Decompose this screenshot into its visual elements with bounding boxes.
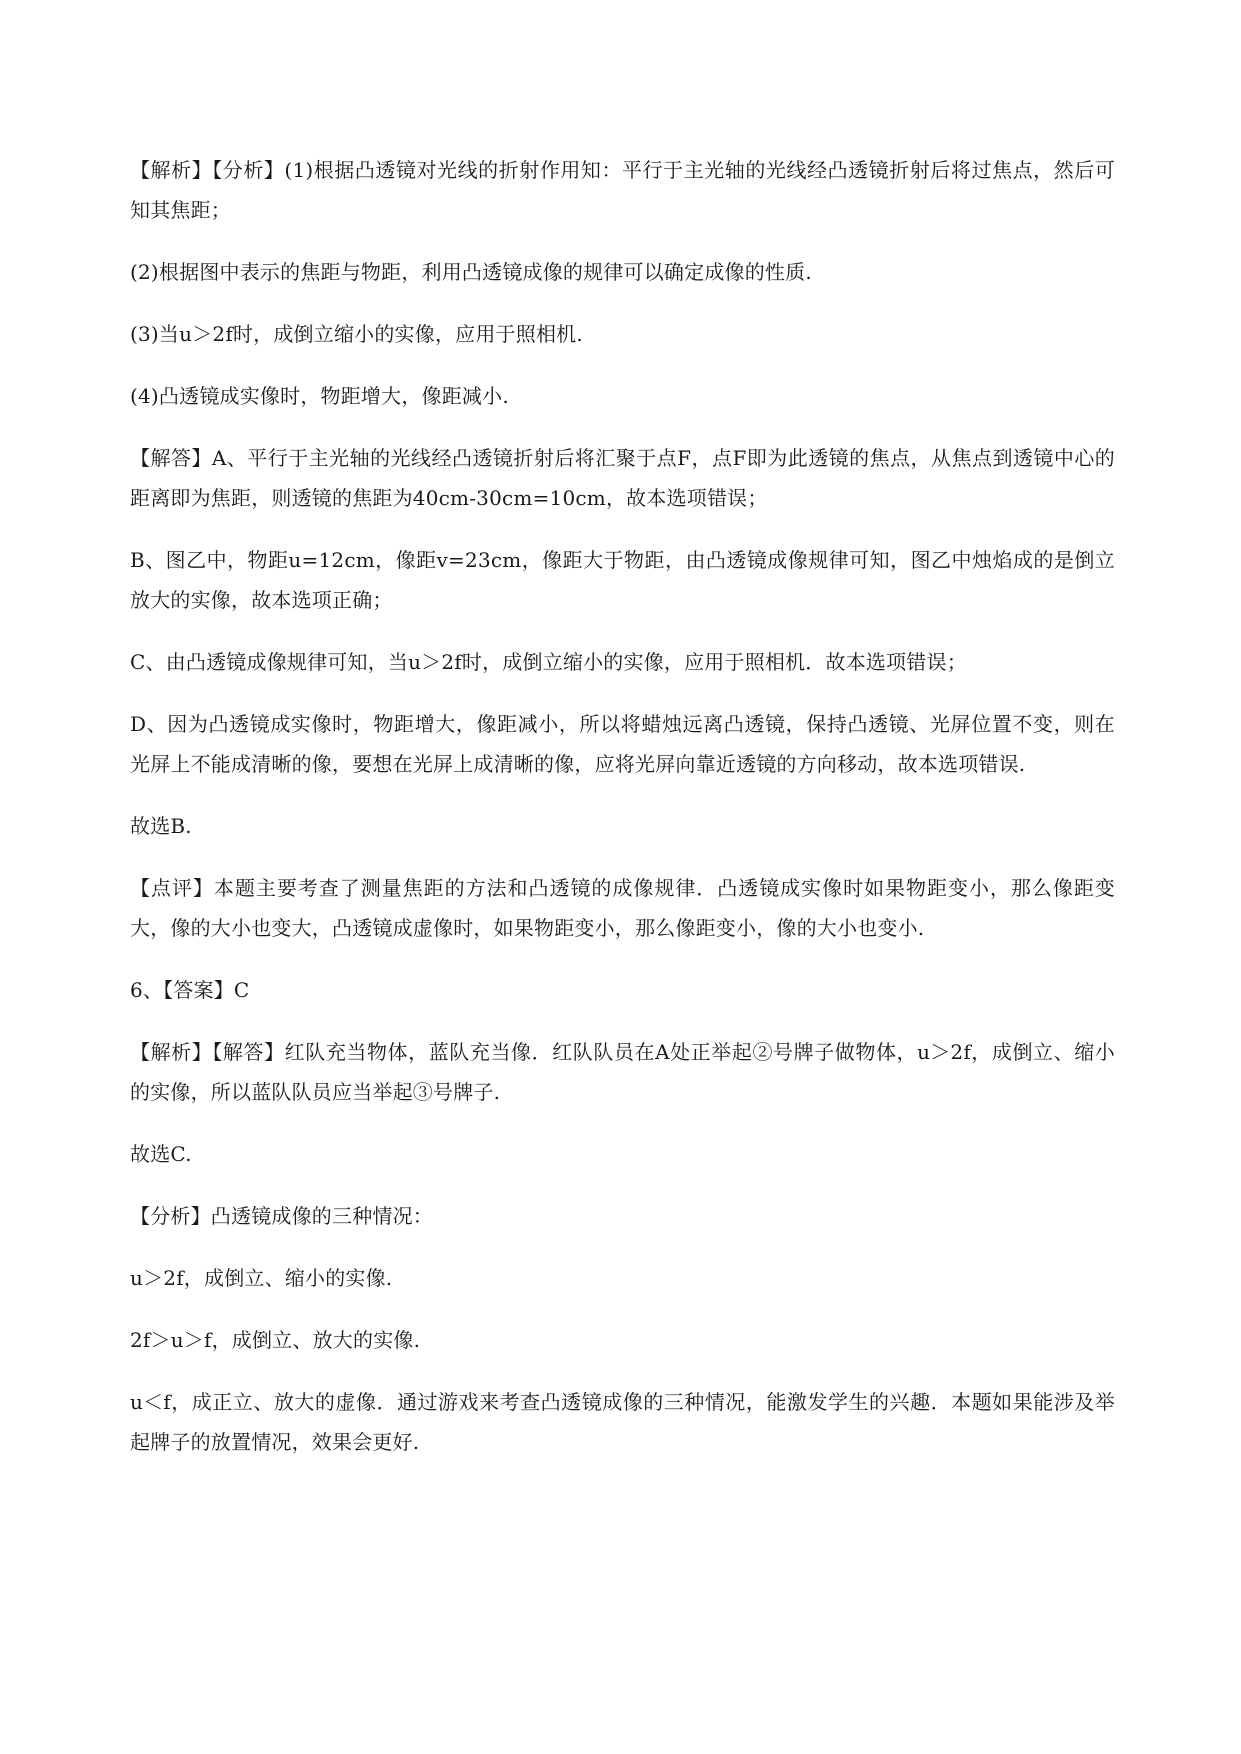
choice-conclusion-5: 故选B.: [130, 814, 192, 838]
analysis-paragraph-2: (2)根据图中表示的焦距与物距，利用凸透镜成像的规律可以确定成像的性质.: [130, 260, 812, 284]
case-3: u＜f，成正立、放大的虚像．通过游戏来考查凸透镜成像的三种情况，能激发学生的兴趣．本题如果能涉及举起牌子的放置情况，效果会更好.: [130, 1390, 1115, 1454]
analysis-paragraph-3: (3)当u＞2f时，成倒立缩小的实像，应用于照相机.: [130, 322, 583, 346]
answer-option-c: C、由凸透镜成像规律可知，当u＞2f时，成倒立缩小的实像，应用于照相机．故本选项错误；: [130, 650, 967, 674]
comment-paragraph: 【点评】本题主要考查了测量焦距的方法和凸透镜的成像规律．凸透镜成实像时如果物距变小，那么像距变大，像的大小也变大，凸透镜成虚像时，如果物距变小，那么像距变小，像的大小也变小.: [130, 876, 1115, 940]
document-page: [130, 150, 1115, 1484]
question-6-answer: 6、【答案】C: [130, 978, 250, 1002]
analysis-paragraph-1: 【解析】【分析】(1)根据凸透镜对光线的折射作用知：平行于主光轴的光线经凸透镜折射后将过焦点，然后可知其焦距；: [130, 158, 1115, 222]
answer-option-b: B、图乙中，物距u=12cm，像距v=23cm，像距大于物距，由凸透镜成像规律可知，图乙中烛焰成的是倒立放大的实像，故本选项正确；: [130, 548, 1115, 612]
question-6-explanation: 【解析】【解答】红队充当物体，蓝队充当像．红队队员在A处正举起②号牌子做物体，u＞2f，成倒立、缩小的实像，所以蓝队队员应当举起③号牌子.: [130, 1040, 1115, 1104]
choice-conclusion-6: 故选C.: [130, 1142, 192, 1166]
case-1: u＞2f，成倒立、缩小的实像.: [130, 1266, 393, 1290]
analysis-paragraph-4: (4)凸透镜成实像时，物距增大，像距减小.: [130, 384, 509, 408]
case-2: 2f＞u＞f，成倒立、放大的实像.: [130, 1328, 421, 1352]
answer-option-d: D、因为凸透镜成实像时，物距增大，像距减小，所以将蜡烛远离凸透镜，保持凸透镜、光屏位置不变，则在光屏上不能成清晰的像，要想在光屏上成清晰的像，应将光屏向靠近透镜的方向移动，故本选项错误.: [130, 712, 1115, 776]
analysis-heading-6: 【分析】凸透镜成像的三种情况：: [130, 1204, 433, 1228]
answer-option-a: 【解答】A、平行于主光轴的光线经凸透镜折射后将汇聚于点F，点F即为此透镜的焦点，从焦点到透镜中心的距离即为焦距，则透镜的焦距为40cm-30cm=10cm，故本选项错误；: [130, 446, 1115, 510]
